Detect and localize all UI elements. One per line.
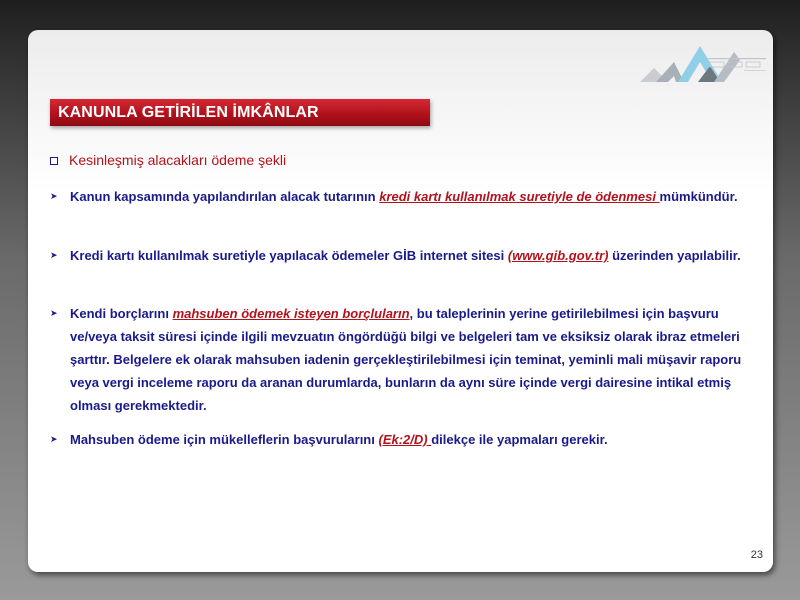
list-item-text: Kredi kartı kullanılmak suretiyle yapılacak ödemeler GİB internet sitesi (www.gib.gov.tr) üzerinden yapılabilir.	[70, 248, 741, 263]
list-item-text: Mahsuben ödeme için mükelleflerin başvurularını (Ek:2/D) dilekçe ile yapmaları gerekir.	[70, 432, 608, 447]
section-heading	[50, 152, 286, 168]
list-item	[50, 185, 760, 208]
list-item-text: Kanun kapsamında yapılandırılan alacak tutarının kredi kartı kullanılmak suretiyle de ödenmesi mümkündür.	[70, 189, 738, 204]
arrow-bullet-icon: ➤	[50, 191, 58, 201]
list-item-text: Kendi borçlarını mahsuben ödemek isteyen borçluların, bu taleplerinin yerine getirilebilmesi için başvuru ve/veya taksit süresi içinde ilgili mevzuatın öngördüğü bilgi ve belgeleri tam ve eksiksiz olarak ibraz etmeleri şarttır. Belgelere ek olarak mahsuben iadenin gerçekleştirilebilmesi için teminat, yeminli mali müşavir raporu veya vergi inceleme raporu da aranan durumlarda, bunların da aynı süre içinde vergi dairesine intikal etmiş olması gerekmektedir.	[70, 306, 742, 413]
title-bar	[50, 99, 430, 126]
square-bullet-icon	[50, 157, 58, 165]
arrow-bullet-icon: ➤	[50, 250, 58, 260]
arrow-bullet-icon: ➤	[50, 308, 58, 318]
logo-icon	[640, 38, 770, 86]
list-item	[50, 428, 760, 451]
highlight-text: mahsuben ödemek isteyen borçluların	[172, 306, 410, 321]
highlight-text: kredi kartı kullanılmak suretiyle de ödenmesi	[379, 189, 660, 204]
highlight-text: (Ek:2/D)	[378, 432, 432, 447]
heading-text: Kesinleşmiş alacakları ödeme şekli	[69, 152, 287, 168]
list-item	[50, 244, 760, 267]
arrow-bullet-icon: ➤	[50, 434, 58, 444]
page-number: 23	[750, 549, 763, 561]
slide-title: KANUNLA GETİRİLEN İMKÂNLAR	[58, 104, 319, 121]
list-item	[50, 302, 760, 417]
website-link[interactable]: (www.gib.gov.tr)	[507, 248, 609, 263]
slide	[28, 30, 773, 572]
